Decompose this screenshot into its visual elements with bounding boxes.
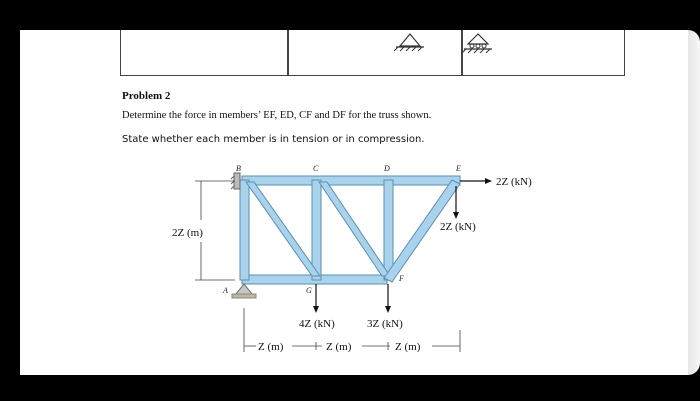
node-A-label: A [223,286,228,295]
node-C-label: C [313,164,319,173]
member-CF [319,182,390,276]
member-BE [242,176,460,185]
node-F-label: F [399,274,404,283]
document-page [20,30,688,375]
truss-members [240,176,460,284]
node-B-label: B [236,164,241,173]
problem-title: Problem 2 [122,90,171,102]
problem-instruction: State whether each member is in tension or in compression. [122,134,425,145]
node-G-label: G [306,286,312,295]
load-G-arrow [313,284,319,313]
node-E-label: E [456,164,461,173]
pin-support-A-icon [232,284,256,298]
member-BG [246,182,320,276]
pin-support-icon [394,34,424,51]
load-F-label: 3Z (kN) [367,318,403,330]
span-label: Z (m) [258,341,284,353]
member-AB [240,180,249,280]
load-E-vertical-label: 2Z (kN) [440,221,476,233]
horizontal-load-arrow [460,178,492,184]
height-label: 2Z (m) [172,227,203,239]
span-label: Z (m) [326,341,352,353]
problem-statement: Determine the force in members’ EF, ED, CF and DF for the truss shown. [122,110,432,121]
member-DF [384,180,393,280]
truss-figure [20,30,688,375]
page-edge [688,30,700,375]
span-label: Z (m) [395,341,421,353]
load-E-horizontal-label: 2Z (kN) [496,176,532,188]
load-F-arrow [385,284,391,313]
node-D-label: D [384,164,390,173]
roller-support-icon [462,34,492,53]
load-G-label: 4Z (kN) [299,318,335,330]
member-CG [312,180,321,280]
